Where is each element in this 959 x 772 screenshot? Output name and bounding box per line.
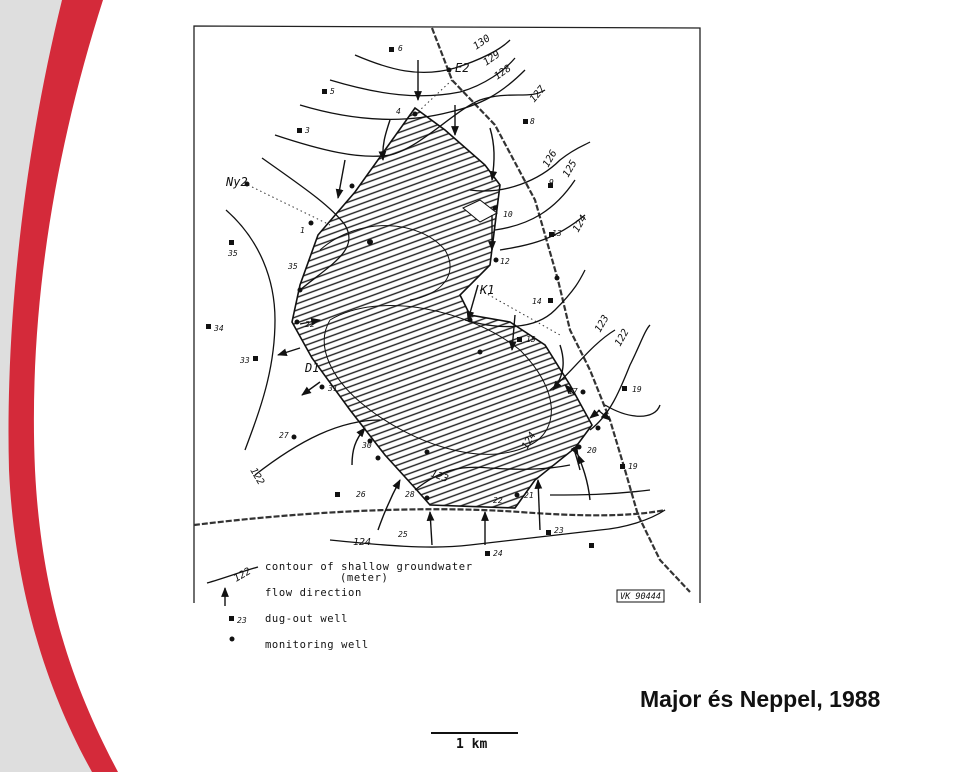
scale-bar-label: 1 km [456, 737, 488, 752]
well-label-12: 12 [500, 257, 510, 266]
legend-monitoring-text: monitoring well [265, 639, 369, 651]
contour-label-124-inner: 124 [520, 430, 539, 452]
contour-label-128: 128 [492, 63, 514, 83]
contour-label-122-east: 122 [613, 327, 632, 349]
well-label-10: 10 [503, 210, 513, 219]
contour-label-124-east: 124 [571, 213, 590, 235]
legend-contour-sample-label: 122 [232, 566, 254, 585]
well-label-28: 28 [405, 490, 415, 499]
well-label-5: 5 [330, 87, 335, 96]
well-label-8: 8 [530, 117, 535, 126]
well-label-4: 4 [396, 107, 401, 116]
stamp-text: VK 90444 [620, 592, 661, 602]
well-label-14: 14 [532, 297, 542, 306]
well-label-6: 6 [398, 44, 403, 53]
citation-text: Major és Neppel, 1988 [640, 686, 881, 712]
contour-label-126: 126 [541, 148, 560, 170]
well-label-33: 33 [240, 356, 250, 365]
contour-label-123-inner: 123 [428, 468, 450, 485]
well-label-1: 1 [300, 226, 305, 235]
site-label-k1: K1 [480, 283, 495, 297]
well-label-19-north: 19 [632, 385, 642, 394]
well-label-15: 15 [526, 335, 536, 344]
site-label-d1: D1 [305, 361, 320, 375]
well-label-9: 9 [549, 178, 554, 187]
contour-label-130: 130 [471, 33, 493, 53]
contour-label-125: 125 [561, 158, 580, 180]
well-label-35-west: 35 [228, 249, 238, 258]
well-label-25: 25 [398, 530, 408, 539]
contour-label-127: 127 [527, 84, 548, 105]
site-label-e2: E2 [455, 61, 470, 75]
legend-dugout-symbol [229, 616, 234, 621]
well-label-23: 23 [554, 526, 564, 535]
contour-label-122-west: 122 [247, 466, 266, 488]
well-label-24: 24 [493, 549, 503, 558]
contour-label-124-south: 124 [353, 537, 372, 548]
legend [207, 561, 473, 651]
road-bottom [194, 509, 665, 525]
well-label-13: 13 [552, 229, 562, 238]
legend-monitoring-symbol [230, 637, 235, 642]
well-label-27: 27 [279, 431, 289, 440]
well-label-19-south: 19 [628, 462, 638, 471]
legend-contour-line2: (meter) [340, 572, 389, 584]
legend-flow-text: flow direction [265, 587, 362, 599]
well-label-17: 17 [568, 387, 578, 396]
contour-label-129: 129 [481, 49, 503, 69]
well-label-21: 21 [524, 491, 534, 500]
legend-dugout-sample: 23 [237, 616, 247, 625]
scale-bar [431, 732, 518, 734]
well-label-20: 20 [587, 446, 597, 455]
well-label-30: 30 [362, 441, 372, 450]
legend-dugout-text: dug-out well [265, 613, 349, 625]
well-label-26: 26 [356, 490, 366, 499]
contour-label-123: 123 [593, 313, 612, 335]
well-label-22-south: 22 [493, 496, 503, 505]
well-label-31: 31 [328, 384, 338, 393]
well-label-35: 35 [288, 262, 298, 271]
site-label-ny2: Ny2 [226, 175, 248, 189]
well-label-34: 34 [214, 324, 224, 333]
well-label-3: 3 [305, 126, 310, 135]
legend-contour-line1: contour of shallow groundwater [265, 561, 473, 573]
well-label-22-west: 22 [305, 320, 315, 329]
